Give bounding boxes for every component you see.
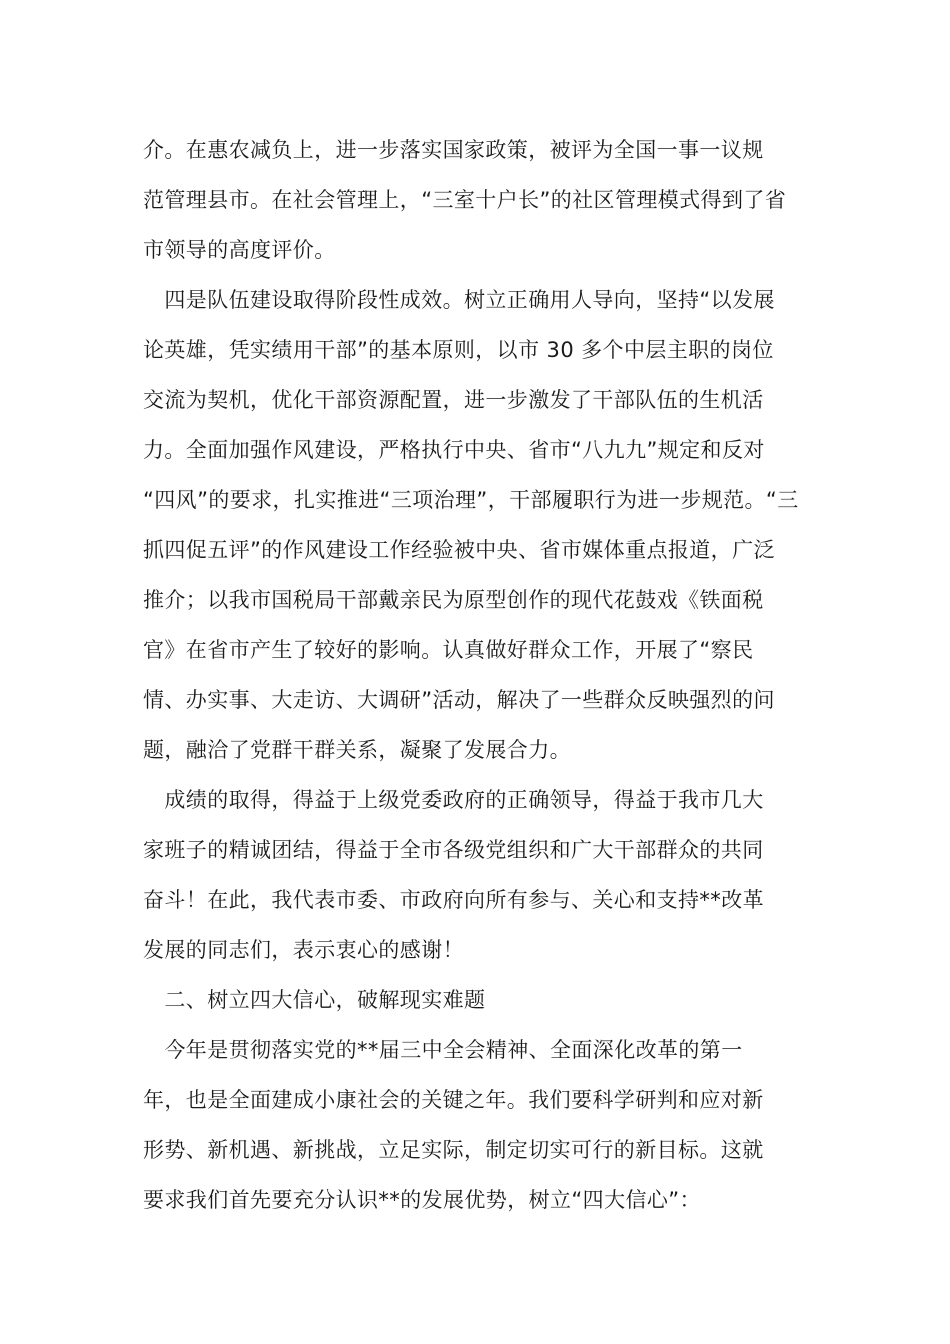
text-line: 形势、新机遇、新挑战，立足实际，制定切实可行的新目标。这就 (143, 1138, 764, 1162)
text-line: 交流为契机，优化干部资源配置，进一步激发了干部队伍的生机活 (143, 388, 764, 412)
text-line: 家班子的精诚团结，得益于全市各级党组织和广大干部群众的共同 (143, 838, 764, 862)
text-line: “四风”的要求，扎实推进“三项治理”，干部履职行为进一步规范。“三 (143, 488, 799, 512)
text-line: 四是队伍建设取得阶段性成效。树立正确用人导向，坚持“以发展 (143, 288, 775, 312)
text-line: 成绩的取得，得益于上级党委政府的正确领导，得益于我市几大 (143, 788, 764, 812)
text-line: 范管理县市。在社会管理上，“三室十户长”的社区管理模式得到了省 (143, 188, 787, 212)
text-line: 今年是贯彻落实党的**届三中全会精神、全面深化改革的第一 (143, 1038, 743, 1062)
text-line: 官》在省市产生了较好的影响。认真做好群众工作，开展了“察民 (143, 638, 754, 662)
text-line: 市领导的高度评价。 (143, 238, 336, 262)
text-line: 奋斗！在此，我代表市委、市政府向所有参与、关心和支持**改革 (143, 888, 764, 912)
text-line: 情、办实事、大走访、大调研”活动，解决了一些群众反映强烈的问 (143, 688, 775, 712)
text-line: 要求我们首先要充分认识**的发展优势，树立“四大信心”： (143, 1188, 701, 1212)
text-line: 年，也是全面建成小康社会的关键之年。我们要科学研判和应对新 (143, 1088, 764, 1112)
text-line: 介。在惠农减负上，进一步落实国家政策，被评为全国一事一议规 (143, 138, 764, 162)
section-heading: 二、树立四大信心，破解现实难题 (143, 988, 486, 1012)
text-line: 推介；以我市国税局干部戴亲民为原型创作的现代花鼓戏《铁面税 (143, 588, 764, 612)
text-line: 题，融洽了党群干群关系，凝聚了发展合力。 (143, 738, 571, 762)
text-line: 论英雄，凭实绩用干部”的基本原则，以市 30 多个中层主职的岗位 (143, 338, 774, 362)
text-line: 力。全面加强作风建设，严格执行中央、省市“八九九”规定和反对 (143, 438, 765, 462)
text-line: 发展的同志们，表示衷心的感谢！ (143, 938, 464, 962)
text-line: 抓四促五评”的作风建设工作经验被中央、省市媒体重点报道，广泛 (143, 538, 775, 562)
